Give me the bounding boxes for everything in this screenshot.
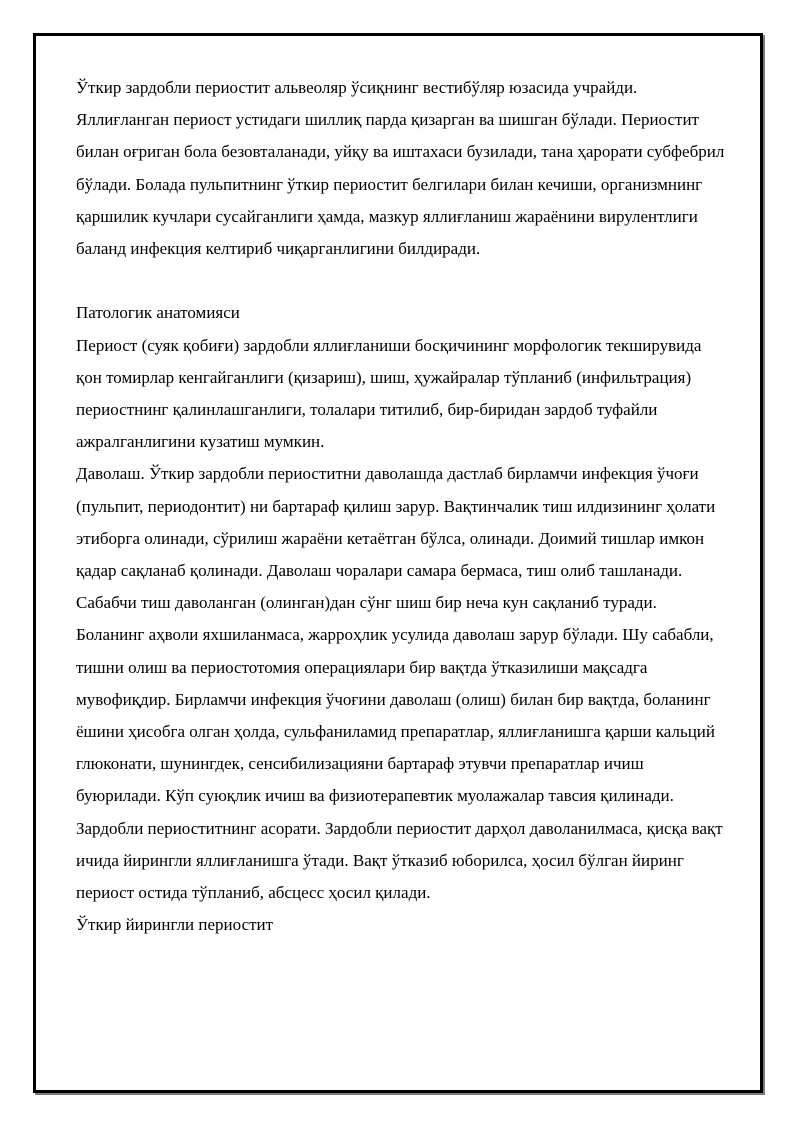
document-body [76,72,726,941]
paragraph-complication: Зардобли периоститнинг асорати. Зардобли периостит дарҳол даволанилмаса, қисқа вақт ичида йирингли яллиғланишга ўтади. Вақт ўтказиб юборилса, ҳосил бўлган йиринг периост остида тўпланиб, абсцесс ҳосил қилади. [76,818,723,903]
paragraph-treatment: Даволаш. Ўткир зардобли периоститни даволашда дастлаб бирламчи инфекция ўчоғи (пульпит, периодонтит) ни бартараф қилиш зарур. Вақтинчалик тиш илдизининг ҳолати этиборга олинади, сўрилиш жараёни кетаётган бўлса, олинади. Доимий тишлар имкон қадар сақланаб қолинади. Даволаш чоралари самара бермаса, тиш олиб ташланади. Сабабчи тиш даволанган (олинган)дан сўнг шиш бир неча кун сақланиб туради. Боланинг аҳволи яхшиланмаса, жарроҳлик усулида даволаш зарур бўлади. Шу сабабли, тишни олиш ва периостотомия операциялари бир вақтда ўтказилиши мақсадга мувофиқдир. Бирламчи инфекция ўчоғини даволаш (олиш) билан бир вақтда, боланинг ёшини ҳисобга олган ҳолда, сульфаниламид препаратлар, яллиғланишга қарши кальций глюконати, шунингдек, сенсибилизацияни бартараф этувчи препаратлар ичиш буюрилади. Кўп суюқлик ичиш ва физиотерапевтик муолажалар тавсия қилинади. [76,464,716,806]
heading-acute-purulent-periostitis: Ўткир йирингли периостит [76,915,274,935]
paragraph-serous-periostitis: Ўткир зардобли периостит альвеоляр ўсиқнинг вестибўляр юзасида учрайди. Яллиғланган периост устидаги шиллиқ парда қизарган ва шишган бўлади. Периостит билан оғриган бола безовталанади, уйқу ва иштахаси бузилади, тана ҳарорати субфебрил бўлади. Болада пульпитнинг ўткир периостит белгилари билан кечиши, организмнинг қаршилик кучлари сусайганлиги ҳамда, мазкур яллиғланиш жараёнини вирулентлиги баланд инфекция келтириб чиқарганлигини билдиради. [76,78,725,259]
heading-pathological-anatomy: Патологик анатомияси [76,303,240,323]
blank-line [76,265,726,297]
paragraph-pathology: Периост (суяк қобиғи) зардобли яллиғланиши босқичининг морфологик текширувида қон томирлар кенгайганлиги (қизариш), шиш, ҳужайралар тўпланиб (инфильтрация) периостнинг қалинлашганлиги, толалари титилиб, бир-биридан зардоб туфайли ажралганлигини кузатиш мумкин. [76,335,702,452]
